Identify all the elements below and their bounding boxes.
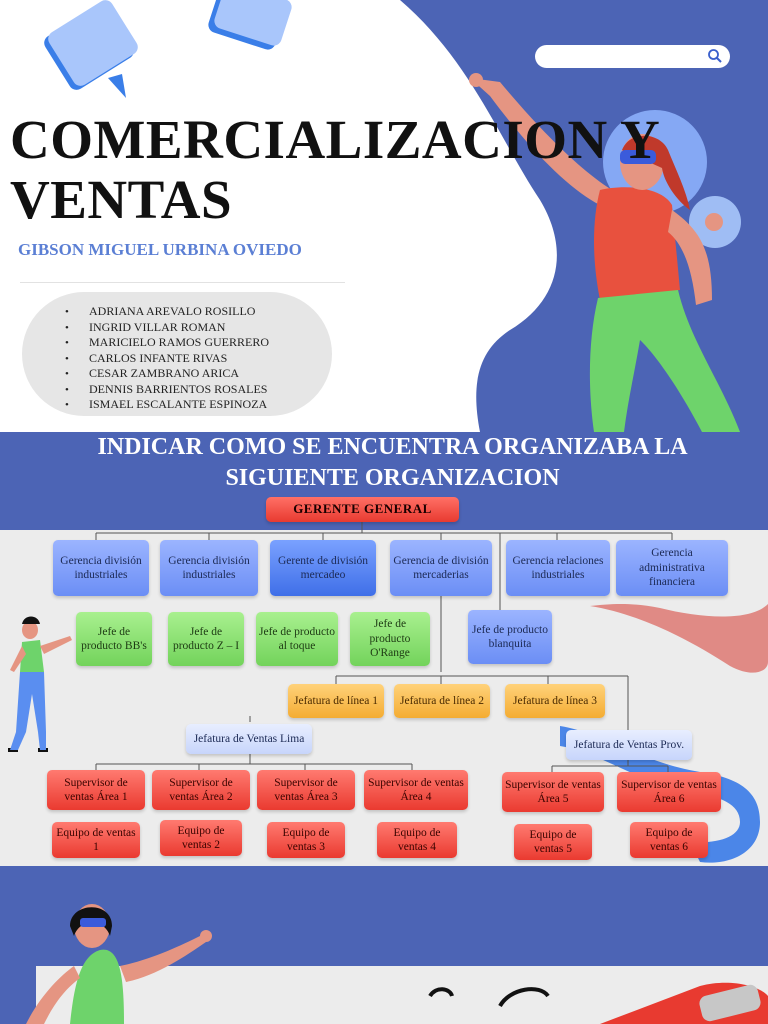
slide-title <box>10 110 660 230</box>
org-node-gerencia: Gerencia administrativa financiera <box>616 540 728 596</box>
org-node-jefe-producto: Jefe de producto al toque <box>256 612 338 666</box>
chat-card-icon <box>41 0 141 98</box>
member-item: • MARICIELO RAMOS GUERRERO <box>65 335 269 351</box>
member-item: • ISMAEL ESCALANTE ESPINOZA <box>65 397 269 413</box>
members-list <box>65 304 269 413</box>
org-chart-slide <box>0 432 768 866</box>
member-item: • CARLOS INFANTE RIVAS <box>65 351 269 367</box>
org-node-gerencia: Gerente de división mercadeo <box>270 540 376 596</box>
org-node-jefe-producto: Jefe de producto O'Range <box>350 612 430 666</box>
member-item: • DENNIS BARRIENTOS ROSALES <box>65 382 269 398</box>
org-node-equipo: Equipo de ventas 2 <box>160 820 242 856</box>
title-line-1: COMERCIALIZACION Y <box>10 109 661 170</box>
author-name: GIBSON MIGUEL URBINA OVIEDO <box>18 240 302 259</box>
org-node-equipo: Equipo de ventas 4 <box>377 822 457 858</box>
title-slide <box>0 0 768 432</box>
org-node-jefe-producto: Jefe de producto Z – I <box>168 612 244 666</box>
org-node-jefatura-ventas: Jefatura de Ventas Lima <box>186 724 312 754</box>
org-node-supervisor: Supervisor de ventas Área 6 <box>617 772 721 812</box>
org-node-gerencia: Gerencia relaciones industriales <box>506 540 610 596</box>
org-node-supervisor: Supervisor de ventas Área 2 <box>152 770 250 810</box>
member-item: • CESAR ZAMBRANO ARICA <box>65 366 269 382</box>
org-node-gerencia: Gerencia división industriales <box>53 540 149 596</box>
person-illustration <box>8 617 72 753</box>
heading-line-2: SIGUIENTE ORGANIZACION <box>225 465 560 491</box>
org-node-gerencia: Gerencia de división mercaderias <box>390 540 492 596</box>
title-line-2: VENTAS <box>10 169 233 230</box>
org-node-supervisor: Supervisor de ventas Área 5 <box>502 772 604 812</box>
heading-line-1: INDICAR COMO SE ENCUENTRA ORGANIZABA LA <box>97 434 688 460</box>
org-node-jefatura-linea: Jefatura de línea 1 <box>288 684 384 718</box>
member-item: • ADRIANA AREVALO ROSILLO <box>65 304 269 320</box>
person-illustration <box>0 866 768 1024</box>
org-node-jefatura-linea: Jefatura de línea 3 <box>505 684 605 718</box>
org-node-equipo: Equipo de ventas 6 <box>630 822 708 858</box>
org-node-gerencia: Gerencia división industriales <box>160 540 258 596</box>
org-node-equipo: Equipo de ventas 5 <box>514 824 592 860</box>
org-node-equipo: Equipo de ventas 1 <box>52 822 140 858</box>
next-slide-preview <box>0 866 768 1024</box>
search-bar[interactable] <box>535 45 730 68</box>
org-node-jefatura-ventas: Jefatura de Ventas Prov. <box>566 730 692 760</box>
org-node-gerente-general: GERENTE GENERAL <box>266 497 459 522</box>
org-node-supervisor: Supervisor de ventas Área 1 <box>47 770 145 810</box>
chat-card-icon <box>206 0 293 52</box>
org-node-jefe-producto: Jefe de producto blanquita <box>468 610 552 664</box>
search-icon[interactable] <box>707 48 723 64</box>
divider <box>20 282 345 283</box>
arm-illustration <box>590 604 768 673</box>
org-node-jefatura-linea: Jefatura de línea 2 <box>394 684 490 718</box>
org-node-equipo: Equipo de ventas 3 <box>267 822 345 858</box>
org-node-jefe-producto: Jefe de producto BB's <box>76 612 152 666</box>
org-node-supervisor: Supervisor de ventas Área 3 <box>257 770 355 810</box>
org-node-supervisor: Supervisor de ventas Área 4 <box>364 770 468 810</box>
member-item: • INGRID VILLAR ROMAN <box>65 320 269 336</box>
